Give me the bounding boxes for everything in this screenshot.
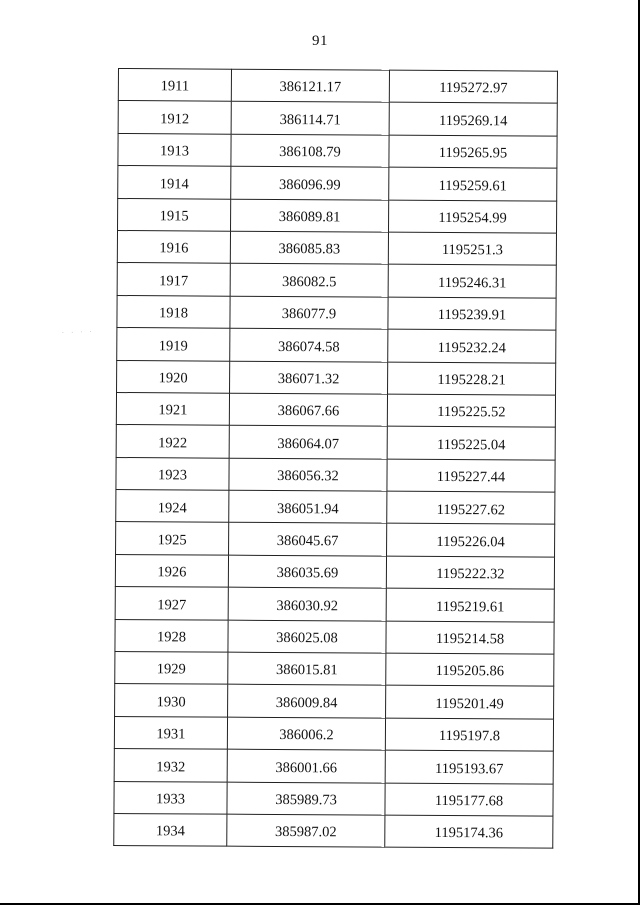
y-coordinate-cell-text: 1195232.24 — [437, 339, 507, 356]
y-coordinate-cell — [386, 653, 554, 686]
point-number-cell — [115, 587, 228, 620]
x-coordinate-cell-text: 386030.92 — [276, 597, 339, 615]
point-number-cell — [117, 328, 230, 361]
point-number-cell-text: 1921 — [158, 402, 188, 419]
point-number-cell-text: 1922 — [158, 434, 188, 452]
y-coordinate-cell — [389, 70, 557, 103]
x-coordinate-cell-text: 386114.71 — [279, 111, 341, 129]
y-coordinate-cell — [388, 264, 556, 297]
y-coordinate-cell-text: 1195174.36 — [434, 825, 504, 842]
point-number-cell — [116, 457, 229, 490]
table-row — [116, 392, 555, 427]
point-number-cell-text: 1912 — [160, 111, 190, 128]
point-number-cell — [114, 716, 227, 749]
x-coordinate-cell-text: 385989.73 — [275, 792, 337, 809]
x-coordinate-cell-text: 386077.9 — [281, 306, 337, 323]
x-coordinate-cell — [228, 587, 386, 620]
point-number-cell-text: 1933 — [155, 791, 186, 808]
x-coordinate-cell — [228, 555, 386, 588]
point-number-cell — [117, 360, 230, 393]
point-number-cell — [114, 781, 227, 814]
y-coordinate-cell-text: 1195177.68 — [434, 792, 504, 810]
x-coordinate-cell — [228, 652, 386, 685]
table-row — [115, 652, 554, 687]
point-number-cell-text: 1926 — [157, 564, 187, 581]
y-coordinate-cell — [389, 167, 557, 200]
y-coordinate-cell-text: 1195225.04 — [436, 436, 506, 454]
point-number-cell — [118, 133, 231, 166]
table-row — [114, 749, 553, 784]
x-coordinate-cell-text: 386015.81 — [275, 662, 338, 679]
x-coordinate-cell — [229, 458, 387, 491]
point-number-cell-text: 1915 — [159, 208, 189, 225]
x-coordinate-cell-text: 386085.83 — [278, 241, 341, 258]
point-number-cell-text: 1925 — [157, 532, 187, 549]
coordinates-table-body — [114, 69, 558, 849]
y-coordinate-cell — [389, 135, 557, 168]
table-row — [117, 263, 556, 298]
y-coordinate-cell — [387, 394, 555, 427]
point-number-cell-text: 1927 — [157, 596, 187, 614]
y-coordinate-cell — [388, 297, 556, 330]
point-number-cell-text: 1930 — [156, 694, 186, 711]
point-number-cell-text: 1928 — [156, 629, 187, 646]
x-coordinate-cell — [229, 523, 387, 556]
x-coordinate-cell — [228, 620, 386, 653]
point-number-cell — [114, 749, 227, 782]
y-coordinate-cell — [386, 686, 554, 719]
point-number-cell-text: 1931 — [156, 726, 186, 743]
y-coordinate-cell-text: 1195251.3 — [441, 242, 503, 259]
y-coordinate-cell — [385, 815, 553, 848]
point-number-cell-text: 1929 — [156, 661, 186, 678]
x-coordinate-cell — [230, 361, 388, 394]
point-number-cell-text: 1919 — [158, 337, 188, 354]
point-number-cell — [115, 619, 228, 652]
x-coordinate-cell-text: 386025.08 — [276, 630, 338, 647]
x-coordinate-cell-text: 386035.69 — [276, 565, 339, 582]
x-coordinate-cell — [227, 782, 385, 815]
x-coordinate-cell — [230, 328, 388, 361]
y-coordinate-cell — [386, 621, 554, 654]
x-coordinate-cell — [231, 134, 389, 167]
point-number-cell-text: 1923 — [157, 467, 188, 484]
y-coordinate-cell — [385, 750, 553, 783]
y-coordinate-cell — [388, 362, 556, 395]
point-number-cell — [117, 295, 230, 328]
y-coordinate-cell-text: 1195228.21 — [437, 371, 506, 389]
x-coordinate-cell — [230, 264, 388, 297]
y-coordinate-cell-text: 1195193.67 — [435, 760, 504, 778]
point-number-cell — [116, 522, 229, 555]
point-number-cell-text: 1917 — [159, 273, 189, 290]
scan-artifact: · · · · — [61, 329, 95, 337]
table-row — [116, 490, 555, 525]
x-coordinate-cell — [227, 814, 385, 847]
x-coordinate-cell-text: 386001.66 — [275, 759, 338, 776]
point-number-cell — [116, 425, 229, 458]
y-coordinate-cell-text: 1195254.99 — [438, 209, 507, 227]
y-coordinate-cell-text: 1195246.31 — [437, 274, 507, 292]
point-number-cell-text: 1920 — [158, 370, 188, 387]
x-coordinate-cell — [231, 166, 389, 199]
x-coordinate-cell — [227, 717, 385, 750]
y-coordinate-cell-text: 1195227.62 — [436, 501, 506, 518]
y-coordinate-cell — [387, 426, 555, 459]
table-row — [117, 360, 556, 395]
y-coordinate-cell — [387, 491, 555, 524]
y-coordinate-cell-text: 1195219.61 — [435, 598, 505, 616]
x-coordinate-cell-text: 386009.84 — [275, 694, 338, 712]
table-row — [115, 554, 554, 589]
point-number-cell — [114, 813, 227, 846]
point-number-cell-text: 1924 — [157, 499, 187, 516]
x-coordinate-cell-text: 386096.99 — [278, 176, 341, 193]
x-coordinate-cell-text: 386064.07 — [277, 435, 340, 453]
x-coordinate-cell-text: 386082.5 — [281, 273, 337, 291]
point-number-cell — [118, 166, 231, 199]
y-coordinate-cell-text: 1195197.8 — [438, 728, 501, 745]
x-coordinate-cell-text: 386074.58 — [277, 338, 340, 355]
table-row — [118, 69, 557, 104]
point-number-cell-text: 1913 — [159, 143, 190, 160]
x-coordinate-cell — [229, 425, 387, 458]
point-number-cell-text: 1914 — [159, 175, 189, 193]
y-coordinate-cell-text: 1195259.61 — [438, 177, 508, 194]
table-row — [115, 587, 554, 622]
x-coordinate-cell — [228, 685, 386, 718]
page-number: 91 — [312, 33, 328, 49]
coordinates-table-container — [113, 68, 554, 849]
y-coordinate-cell — [389, 200, 557, 233]
x-coordinate-cell — [231, 102, 389, 135]
x-coordinate-cell — [229, 490, 387, 523]
table-row — [116, 425, 555, 460]
y-coordinate-cell — [386, 588, 554, 621]
table-row — [115, 619, 554, 654]
table-row — [116, 457, 555, 492]
table-row — [114, 781, 553, 816]
table-row — [117, 328, 556, 363]
table-row — [118, 166, 557, 201]
point-number-cell — [118, 69, 231, 102]
table-row — [117, 295, 556, 330]
point-number-cell — [115, 652, 228, 685]
x-coordinate-cell — [229, 393, 387, 426]
y-coordinate-cell-text: 1195225.52 — [437, 404, 506, 421]
point-number-cell — [118, 101, 231, 134]
point-number-cell-text: 1932 — [156, 758, 186, 776]
x-coordinate-cell-text: 386089.81 — [278, 208, 341, 226]
y-coordinate-cell-text: 1195205.86 — [435, 663, 505, 680]
y-coordinate-cell-text: 1195201.49 — [435, 695, 504, 713]
x-coordinate-cell-text: 386056.32 — [277, 468, 339, 485]
point-number-cell-text: 1918 — [158, 305, 189, 322]
point-number-cell-text: 1934 — [155, 823, 185, 840]
y-coordinate-cell — [385, 783, 553, 816]
y-coordinate-cell — [389, 103, 557, 136]
point-number-cell-text: 1911 — [160, 78, 190, 95]
table-row — [118, 198, 557, 233]
point-number-cell — [116, 490, 229, 523]
y-coordinate-cell — [385, 718, 553, 751]
point-number-cell — [116, 392, 229, 425]
x-coordinate-cell-text: 386067.66 — [277, 403, 340, 420]
table-row — [114, 813, 553, 848]
y-coordinate-cell-text: 1195272.97 — [439, 80, 508, 97]
point-number-cell — [115, 684, 228, 717]
x-coordinate-cell — [227, 749, 385, 782]
y-coordinate-cell-text: 1195226.04 — [436, 533, 505, 551]
point-number-cell — [115, 554, 228, 587]
x-coordinate-cell — [230, 296, 388, 329]
y-coordinate-cell-text: 1195227.44 — [436, 469, 506, 486]
point-number-cell — [117, 263, 230, 296]
y-coordinate-cell-text: 1195269.14 — [438, 112, 508, 130]
x-coordinate-cell-text: 386045.67 — [276, 532, 339, 550]
x-coordinate-cell — [230, 231, 388, 264]
y-coordinate-cell-text: 1195265.95 — [438, 145, 508, 162]
x-coordinate-cell-text: 386051.94 — [276, 500, 339, 517]
x-coordinate-cell-text: 385987.02 — [274, 824, 337, 841]
table-row — [115, 684, 554, 719]
y-coordinate-cell — [387, 524, 555, 557]
table-row — [117, 230, 556, 265]
y-coordinate-cell — [388, 232, 556, 265]
point-number-cell-text: 1916 — [159, 240, 189, 257]
x-coordinate-cell-text: 386121.17 — [279, 79, 342, 96]
table-row — [118, 101, 557, 136]
x-coordinate-cell-text: 386006.2 — [279, 727, 334, 744]
y-coordinate-cell — [386, 556, 554, 589]
table-row — [118, 133, 557, 168]
point-number-cell — [118, 198, 231, 231]
y-coordinate-cell-text: 1195222.32 — [436, 566, 505, 583]
x-coordinate-cell-text: 386108.79 — [279, 144, 341, 161]
point-number-cell — [117, 230, 230, 263]
y-coordinate-cell-text: 1195239.91 — [437, 307, 507, 324]
y-coordinate-cell — [387, 459, 555, 492]
y-coordinate-cell — [388, 329, 556, 362]
x-coordinate-cell — [231, 199, 389, 232]
x-coordinate-cell-text: 386071.32 — [277, 370, 340, 388]
table-row — [114, 716, 553, 751]
y-coordinate-cell-text: 1195214.58 — [435, 631, 505, 648]
x-coordinate-cell — [231, 69, 389, 102]
table-row — [116, 522, 555, 557]
coordinates-table — [113, 68, 558, 849]
